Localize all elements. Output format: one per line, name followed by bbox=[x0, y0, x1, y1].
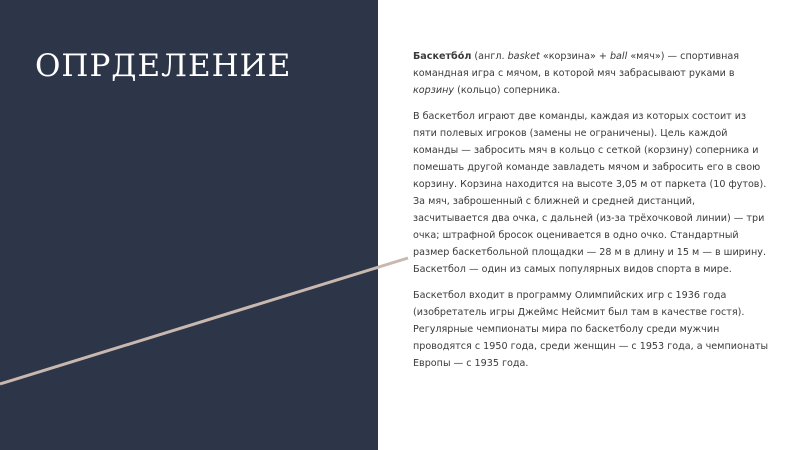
slide-title: ОПРДЕЛЕНИЕ bbox=[35, 48, 292, 84]
term-basket: basket bbox=[507, 51, 540, 62]
definition-text: (кольцо) соперника. bbox=[454, 85, 561, 96]
title-panel bbox=[0, 0, 378, 450]
paragraph-history: Баскетбол входит в программу Олимпийских игр с 1936 года (изобретатель игры Джеймс Нейсмит был там в качестве гостя). Регулярные чемпионаты мира по баскетболу среди мужчин проводятся с 1950 года, среди женщин — с 1953 года, а чемпионаты Европы — с 1935 года. bbox=[413, 290, 769, 369]
text-content bbox=[413, 48, 771, 381]
definition-text: «корзина» + bbox=[539, 51, 610, 62]
paragraph-rules: В баскетбол играют две команды, каждая из которых состоит из пяти полевых игроков (замены не ограничены). Цель каждой команды — забросить мяч в кольцо с сеткой (корзину) соперника и помешать другой команде завладеть мячом и забросить его в свою корзину. Корзина находится на высоте 3,05 м от паркета (10 футов). За мяч, заброшенный с ближней и средней дистанций, засчитывается два очка, с дальней (из-за трёхочковой линии) — три очка; штрафной бросок оценивается в одно очко. Стандартный размер баскетбольной площадки — 28 м в длину и 15 м — в ширину. Баскетбол — один из самых популярных видов спорта в мире. bbox=[413, 111, 767, 275]
term-korzina: корзину bbox=[413, 85, 455, 96]
term-ball: ball bbox=[609, 51, 628, 62]
term-basketball: Баскетбо́л bbox=[413, 51, 472, 62]
paragraph-definition bbox=[413, 48, 771, 99]
definition-text: (англ. bbox=[471, 51, 508, 62]
definition-text: «мяч») — спортивная командная игра с мячом, в которой мяч забрасывают руками в bbox=[413, 51, 740, 79]
